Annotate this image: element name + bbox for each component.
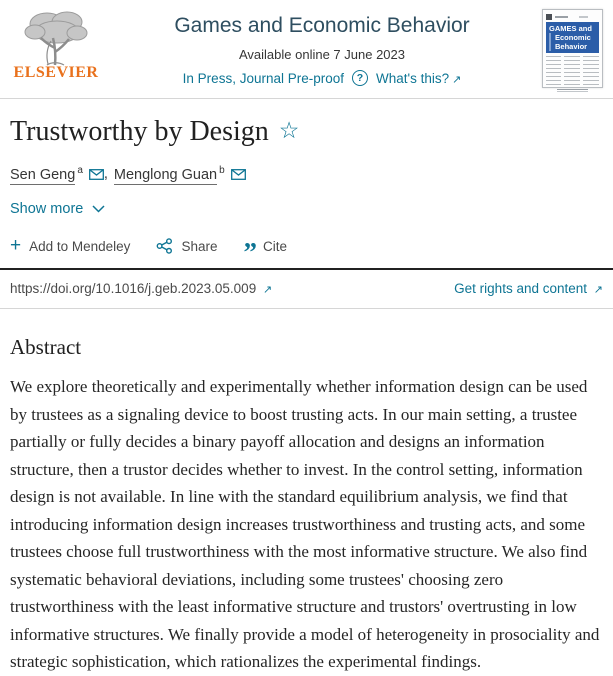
save-article-star-icon[interactable]: ☆ <box>279 116 300 146</box>
author <box>114 165 225 183</box>
doi-row <box>10 270 603 308</box>
cover-title-line: Behavior <box>549 42 597 51</box>
journal-header <box>10 0 603 98</box>
journal-cover-thumbnail[interactable] <box>542 9 603 88</box>
doi-link[interactable]: https://doi.org/10.1016/j.geb.2023.05.009 ↗ <box>10 281 273 297</box>
article-page <box>0 0 613 98</box>
header-divider <box>0 98 613 99</box>
cover-masthead <box>546 13 599 20</box>
authors-row <box>10 165 603 183</box>
plus-icon: + <box>10 235 22 257</box>
whats-this-link[interactable]: What's this? ↗ <box>376 70 462 86</box>
cover-masthead-text <box>555 16 599 18</box>
author-affiliation-sup: a <box>77 165 83 177</box>
chevron-down-icon <box>92 205 105 213</box>
external-link-icon: ↗ <box>452 73 462 86</box>
cover-title-banner <box>546 22 599 53</box>
cover-title-line: GAMES and <box>549 24 592 33</box>
journal-title-link[interactable]: Games and Economic Behavior <box>174 14 470 37</box>
share-button[interactable]: Share <box>156 238 217 254</box>
cite-button[interactable]: ” Cite <box>243 237 287 268</box>
author-affiliation-sup: b <box>219 165 225 177</box>
available-online-date: Available online 7 June 2023 <box>238 47 405 62</box>
add-to-mendeley-button[interactable]: + Add to Mendeley <box>10 235 131 257</box>
cover-publisher-mark-icon <box>546 14 552 20</box>
journal-header-center <box>102 8 542 86</box>
author <box>10 165 83 183</box>
cover-title-line: Economic <box>549 33 597 42</box>
cover-footer-line <box>557 89 589 92</box>
elsevier-wordmark: ELSEVIER <box>13 64 99 81</box>
doi-bottom-divider <box>0 308 613 309</box>
author-separator: , <box>103 166 108 183</box>
show-more-button[interactable]: Show more <box>10 201 105 217</box>
abstract-body: We explore theoretically and experimentally whether information design can be used by trustees as a signaling device to boost trusting acts. In our main setting, a trustee partially or fully decides a binary payoff allocation and designs an information structure, then a trustor decides whether to invest. In the control setting, information design is not available. In line with the standard equilibrium analysis, we find that introducing information design increases trustworthiness and trusting acts, and some trustees choose full trustworthiness with the most informative structure. We also find systematic behavioral deviations, including some trustees' choosing zero trustworthiness with the least informative structure and trustors' overtrusting in low informative structures. We finally provide a model of heterogeneity in prosociality and strategic sophistication, which rationalizes the experimental findings. <box>10 377 600 672</box>
in-press-row <box>102 70 542 86</box>
external-link-icon: ↗ <box>593 284 603 297</box>
author-link[interactable]: Sen Geng <box>10 167 76 184</box>
in-press-link[interactable]: In Press, Journal Pre-proof <box>182 70 344 86</box>
abstract-section <box>10 335 603 676</box>
article-actions <box>10 235 603 268</box>
elsevier-logo[interactable] <box>10 8 102 82</box>
help-icon[interactable]: ? <box>352 70 368 86</box>
external-link-icon: ↗ <box>262 284 273 297</box>
get-rights-link[interactable]: Get rights and content ↗ <box>454 281 603 297</box>
cover-toc-lines <box>546 56 599 86</box>
author-link[interactable]: Menglong Guan <box>113 167 218 184</box>
article-title: Trustworthy by Design <box>10 116 269 147</box>
elsevier-tree-icon <box>17 8 95 66</box>
share-icon <box>156 238 173 254</box>
author-email-icon[interactable] <box>89 169 104 180</box>
author-email-icon[interactable] <box>231 169 246 180</box>
abstract-heading: Abstract <box>10 335 82 360</box>
